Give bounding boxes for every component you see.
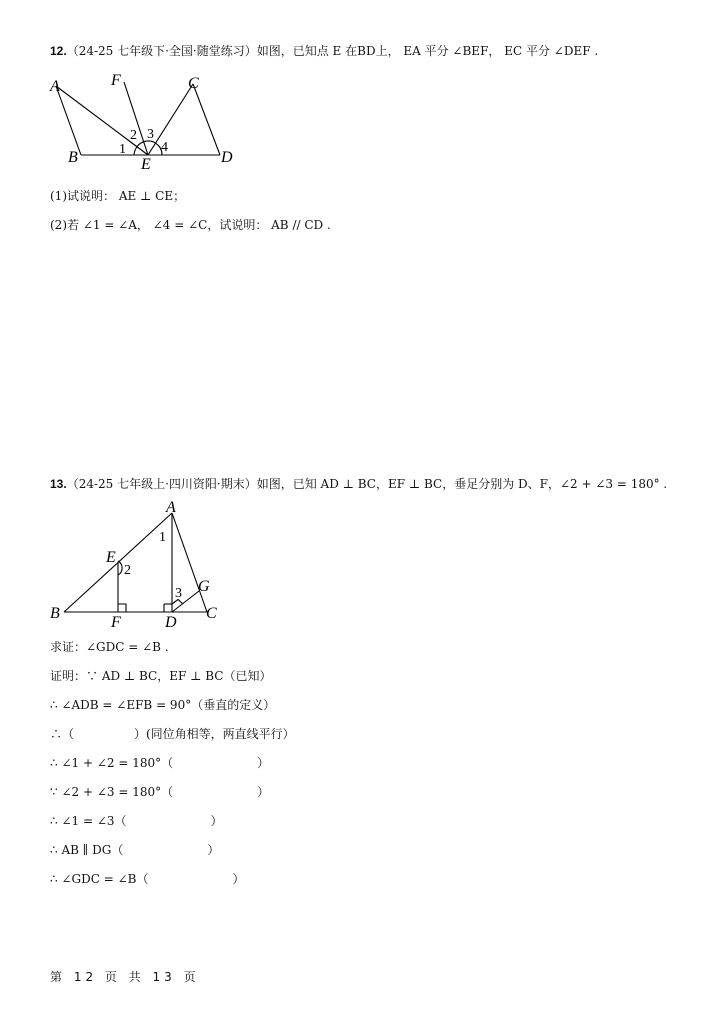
q13-proof-line-9: ∴ ∠GDC = ∠B（ ） xyxy=(50,872,245,886)
q13-label-G: G xyxy=(198,578,210,595)
q12-angle-2: 2 xyxy=(130,128,137,143)
q13-stem: 如图，已知 AD ⊥ BC，EF ⊥ BC，垂足分别为 D、F，∠2 + ∠3 = 180° . xyxy=(256,477,668,491)
q13-proof-line-8: ∴ AB ∥ DG（ ） xyxy=(50,843,220,857)
page-footer: 第 12 页 共 13 页 xyxy=(50,970,200,984)
q13-proof-line-5: ∴ ∠1 + ∠2 = 180°（ ） xyxy=(50,756,270,770)
q12-label-C: C xyxy=(188,75,199,92)
q13-source: （24-25 七年级上·四川资阳·期末） xyxy=(66,477,257,491)
q13-header xyxy=(50,476,667,492)
q12-angle-3: 3 xyxy=(147,127,154,142)
q12-number: 12. xyxy=(50,44,67,58)
q13-proof-line-1: 求证：∠GDC = ∠B . xyxy=(50,640,169,654)
q12-label-E: E xyxy=(141,156,151,172)
q12-diagram xyxy=(48,72,248,172)
q12-source: （24-25 七年级下·全国·随堂练习） xyxy=(66,44,257,58)
q13-angle-3: 3 xyxy=(175,586,182,601)
q13-proof-line-7: ∴ ∠1 = ∠3（ ） xyxy=(50,814,223,828)
q12-header xyxy=(50,43,598,59)
q13-proof-line-3: ∴ ∠ADB = ∠EFB = 90°（垂直的定义） xyxy=(50,698,276,712)
q12-part2: (2)若 ∠1 = ∠A， ∠4 = ∠C，试说明： AB // CD . xyxy=(50,218,331,232)
q13-label-A: A xyxy=(166,499,176,516)
q12-stem: 如图，已知点 E 在BD上， EA 平分 ∠BEF， EC 平分 ∠DEF . xyxy=(256,44,599,58)
q13-angle-1: 1 xyxy=(159,530,166,545)
q13-proof-line-4: ∴（ ）(同位角相等，两直线平行） xyxy=(50,727,295,741)
q12-angle-4: 4 xyxy=(161,140,168,155)
q13-label-B: B xyxy=(50,605,60,622)
q13-proof-line-6: ∵ ∠2 + ∠3 = 180°（ ） xyxy=(50,785,270,799)
q12-part1: (1)试说明： AE ⊥ CE； xyxy=(50,189,186,203)
q12-label-F: F xyxy=(111,72,121,89)
q13-diagram xyxy=(48,498,228,633)
q13-angle-2: 2 xyxy=(124,563,131,578)
q13-number: 13. xyxy=(50,477,67,491)
q13-proof-line-2: 证明：∵ AD ⊥ BC，EF ⊥ BC（已知） xyxy=(50,669,272,683)
q13-label-C: C xyxy=(206,605,217,622)
q12-label-A: A xyxy=(50,78,60,95)
q13-label-D: D xyxy=(165,614,177,631)
q12-angle-1: 1 xyxy=(119,142,126,157)
q12-label-D: D xyxy=(221,149,233,166)
q12-label-B: B xyxy=(68,149,78,166)
q13-label-E: E xyxy=(106,549,116,566)
q13-label-F: F xyxy=(111,614,121,631)
